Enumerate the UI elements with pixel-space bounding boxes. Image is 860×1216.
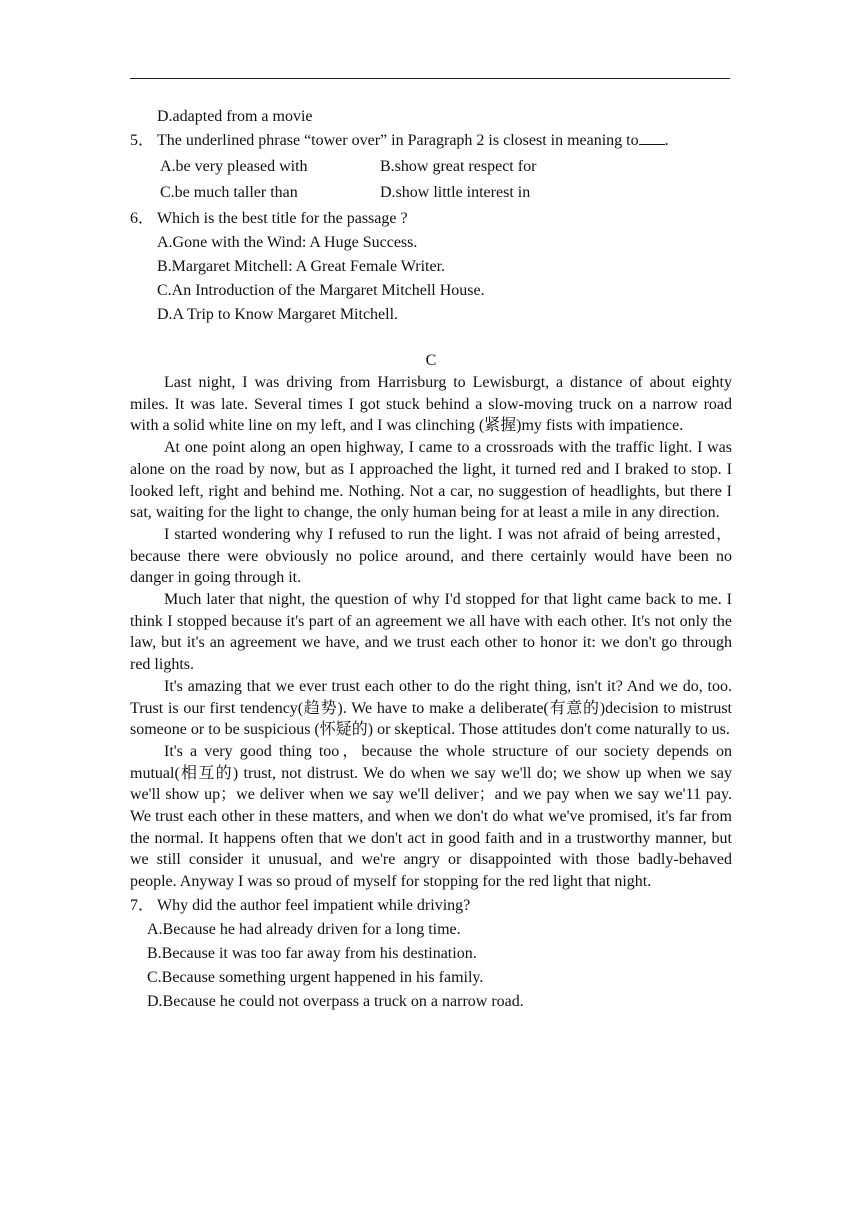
passage-paragraph-2: At one point along an open highway, I came to a crossroads with the traffic light. I was alone on the road by now, but as I approached the light, it turned red and I braked to stop. I looked left, right and behind me. Nothing. Not a car, no suggestion of headlights, but there I sat, waiting for the light to change, the only human being for at least a mile in any direction.: [130, 439, 732, 522]
question-6-option-c: C.An Introduction of the Margaret Mitchell House.: [157, 282, 485, 299]
document-content: [130, 104, 732, 1015]
question-6-option-a: A.Gone with the Wind: A Huge Success.: [157, 234, 418, 251]
passage-paragraph-4: Much later that night, the question of why I'd stopped for that light came back to me. I think I stopped because it's part of an agreement we all have with each other. It's not only the law, but it's an agreement we have, and we trust each other to honor it: we don't go through red lights.: [130, 591, 732, 674]
question-6-option-d: D.A Trip to Know Margaret Mitchell.: [157, 306, 399, 323]
question-7-option-b: B.Because it was too far away from his destination.: [147, 944, 477, 962]
question-5-text: The underlined phrase “tower over” in Paragraph 2 is closest in meaning to: [157, 132, 639, 149]
question-6-option-b: B.Margaret Mitchell: A Great Female Writer.: [157, 258, 446, 275]
question-7-number: 7．: [130, 896, 155, 914]
question-6-number: 6．: [130, 210, 155, 227]
q4-option-d: D.adapted from a movie: [157, 108, 313, 125]
question-5: [130, 130, 732, 152]
passage-paragraph-3: I started wondering why I refused to run the light. I was not afraid of being arrested， because there were obviously no police around, and there certainly would have been no danger in going through it.: [130, 525, 732, 587]
question-5-option-c: C.be much taller than: [160, 184, 298, 201]
question-6: [130, 208, 732, 230]
question-7-option-c: C.Because something urgent happened in his family.: [147, 968, 484, 986]
question-7-option-a: A.Because he had already driven for a long time.: [147, 920, 461, 938]
answer-blank: [639, 130, 665, 145]
question-7-option-d: D.Because he could not overpass a truck on a narrow road.: [147, 992, 524, 1010]
question-5-options-row-2: [130, 182, 732, 204]
passage-paragraph-6: It's a very good thing too，because the whole structure of our society depends on mutual(相互的) trust, not distrust. We do when we say we'll do; we show up when we say we'll show up；we deliver when we say we'll deliver；and we pay when we say we'11 pay. We trust each other in these matters, and when we don't do what we've promised, it's far from the normal. It happens often that we don't act in good faith and in a trustworthy manner, but we still consider it unusual, and we're angry or disappointed with those badly-behaved people. Anyway I was so proud of myself for stopping for the red light that night.: [130, 742, 732, 891]
question-5-option-d: D.show little interest in: [380, 184, 531, 201]
question-5-end: .: [664, 132, 669, 149]
question-5-option-a: A.be very pleased with: [160, 158, 308, 175]
question-5-options-row-1: [130, 156, 732, 178]
question-6-text: Which is the best title for the passage ?: [157, 210, 408, 227]
question-5-number: 5．: [130, 132, 155, 149]
passage-paragraph-1: Last night, I was driving from Harrisburg to Lewisburgt, a distance of about eighty miles. It was late. Several times I got stuck behind a slow-moving truck on a narrow road with a solid white line on my left, and I was clinching (紧握)my fists with impatience.: [130, 374, 732, 435]
section-heading: C: [425, 352, 437, 369]
header-rule: [130, 78, 730, 79]
passage-paragraph-5: It's amazing that we ever trust each other to do the right thing, isn't it? And we do, too. Trust is our first tendency(趋势). We have to make a deliberate(有意的)decision to mistrust someone or to be suspicious (怀疑的) or skeptical. Those attitudes don't come naturally to us.: [130, 677, 732, 739]
question-7: [130, 895, 732, 917]
question-7-text: Why did the author feel impatient while driving?: [157, 896, 471, 914]
question-5-option-b: B.show great respect for: [380, 158, 537, 175]
